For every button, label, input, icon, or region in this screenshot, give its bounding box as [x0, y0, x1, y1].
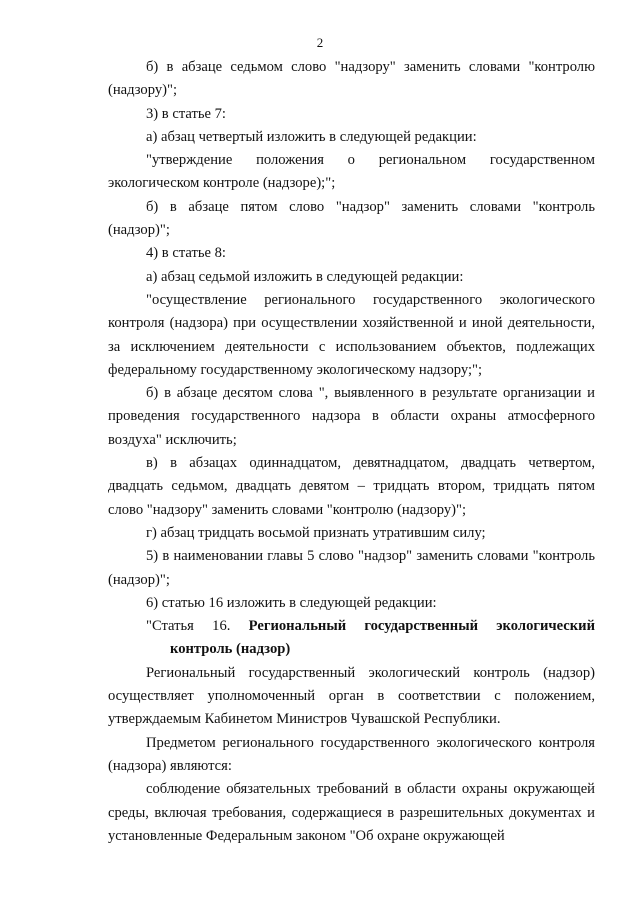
paragraph: в) в абзацах одиннадцатом, девятнадцатом, двадцать четвертом, двадцать седьмом, двадцать девятом – тридцать втором, тридцать пятом слово "надзору" заменить словами "контролю (надзору)";	[108, 455, 595, 518]
paragraph: 4) в статье 8:	[146, 245, 226, 262]
paragraph: б) в абзаце седьмом слово "надзору" заменить словами "контролю (надзору)";	[108, 59, 595, 99]
paragraph: а) абзац седьмой изложить в следующей редакции:	[146, 268, 464, 285]
paragraph: г) абзац тридцать восьмой признать утратившим силу;	[146, 524, 486, 541]
document-body	[108, 56, 595, 848]
article-heading	[108, 615, 595, 662]
paragraph: 6) статью 16 изложить в следующей редакции:	[146, 594, 437, 611]
paragraph: 5) в наименовании главы 5 слово "надзор" заменить словами "контроль (надзор)";	[108, 548, 595, 588]
paragraph: б) в абзаце пятом слово "надзор" заменить словами "контроль (надзор)";	[108, 198, 595, 239]
article-paragraph: Предметом регионального государственного экологического контроля (надзора) являются:	[108, 734, 595, 774]
article-paragraph: Региональный государственный экологический контроль (надзор) осуществляет уполномоченный орган в соответствии с положением, утверждаемым Кабинетом Министров Чувашской Республики.	[108, 664, 595, 728]
paragraph: 3) в статье 7:	[146, 105, 226, 122]
paragraph: "осуществление регионального государственного экологического контроля (надзора) при осуществлении хозяйственной и иной деятельности, за исключением деятельности с использованием объектов, подлежащих федеральному государственному экологическому надзору;";	[108, 291, 595, 378]
article-title: Региональный государственный экологический контроль (надзор)	[170, 618, 595, 658]
paragraph: б) в абзаце десятом слова ", выявленного в результате организации и проведения государственного надзора в области охраны атмосферного воздуха" исключить;	[108, 385, 595, 448]
article-paragraph: соблюдение обязательных требований в области охраны окружающей среды, включая требования, содержащиеся в разрешительных документах и установленные Федеральным законом "Об охране окружающей	[108, 781, 595, 844]
article-prefix: "Статья 16.	[146, 618, 249, 635]
paragraph: "утверждение положения о региональном государственном экологическом контроле (надзоре);";	[108, 152, 595, 192]
paragraph: а) абзац четвертый изложить в следующей редакции:	[146, 128, 477, 145]
page-number: 2	[316, 35, 324, 50]
